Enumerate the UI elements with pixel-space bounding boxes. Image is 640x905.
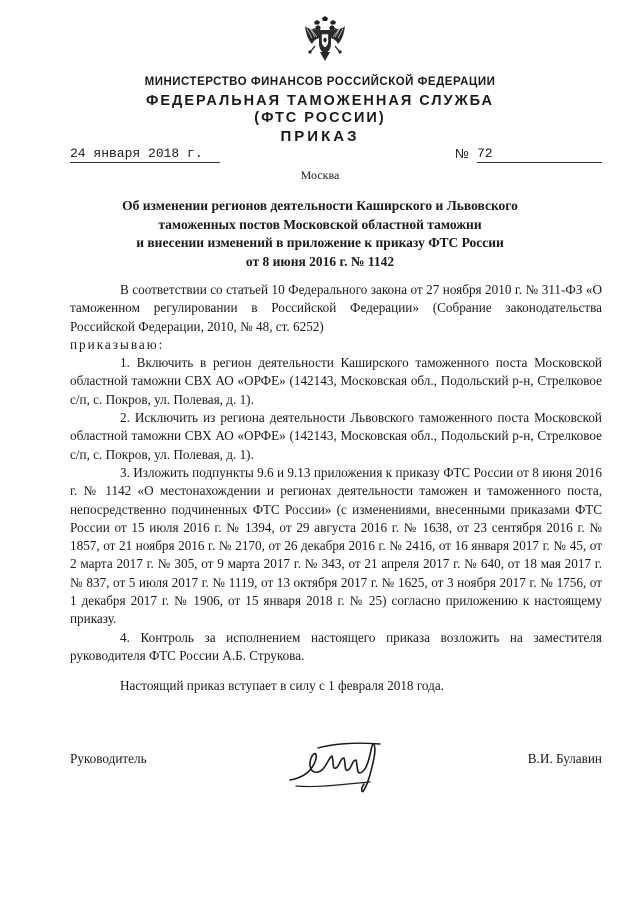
signatory-name: В.И. Булавин [527, 751, 602, 766]
agency-name-line2: (ФТС РОССИИ) [254, 110, 386, 126]
title-line: таможенных постов Московской областной таможни [158, 216, 482, 232]
signatory-title: Руководитель [70, 751, 147, 766]
ministry-name: МИНИСТЕРСТВО ФИНАНСОВ РОССИЙСКОЙ ФЕДЕРАЦИИ [144, 76, 496, 88]
order-item-4: 4. Контроль за исполнением настоящего приказа возложить на заместителя руководителя ФТС России А.Б. Струкова. [70, 629, 602, 663]
agency-name [0, 93, 640, 127]
order-item-3: 3. Изложить подпункты 9.6 и 9.13 приложения к приказу ФТС России от 8 июня 2016 г. № 1142 «О местонахождении и регионах деятельности таможен и таможенного поста, непосредственно подчиненных ФТС России» (с изменениями, внесенными приказами ФТС России от 15 июля 2016 г. № 1394, от 29 августа 2016 г. № 1638, от 23 сентября 2016 г. № 1857, от 21 ноября 2016 г. № 2170, от 26 декабря 2016 г. № 2416, от 16 января 2017 г. № 45, от 2 марта 2017 г. № 305, от 9 марта 2017 г. № 343, от 21 апреля 2017 г. № 640, от 18 мая 2017 г. № 837, от 5 июля 2017 г. № 1119, от 13 октября 2017 г. № 1625, от 3 ноября 2017 г. № 1756, от 1 декабря 2017 г. № 1906, от 15 января 2018 г. № 25) согласно приложению к настоящему приказу. [70, 464, 602, 627]
effective-date-paragraph: Настоящий приказ вступает в силу с 1 февраля 2018 года. [120, 678, 444, 693]
order-word: приказываю: [70, 336, 165, 352]
order-body [70, 281, 602, 665]
order-title [90, 197, 550, 271]
signature-icon [288, 728, 398, 798]
order-item-1: 1. Включить в регион деятельности Каширского таможенного поста Московской областной таможни СВХ АО «ОРФЕ» (142143, Московская обл., Подольский р-н, Стрелковое с/п, с. Покров, ул. Полевая, д. 1). [70, 355, 602, 407]
order-number-label: № [455, 146, 469, 161]
document-type: ПРИКАЗ [280, 128, 360, 145]
preamble-paragraph: В соответствии со статьей 10 Федерального закона от 27 ноября 2010 г. № 311-ФЗ «О таможенном регулировании в Российской Федерации» (Собрание законодательства Российской Федерации, 2010, № 48, ст. 6252) [70, 282, 602, 334]
city: Москва [300, 168, 340, 182]
title-line: Об изменении регионов деятельности Каширского и Львовского [122, 198, 518, 213]
order-item-2: 2. Исключить из региона деятельности Львовского таможенного поста Московской областной таможни СВХ АО «ОРФЕ» (142143, Московская обл., Подольский р-н, Стрелковое с/п, с. Покров, ул. Полевая, д. 1). [70, 410, 602, 462]
title-line: и внесении изменений в приложение к приказу ФТС России [136, 235, 504, 250]
title-line: от 8 июня 2016 г. № 1142 [245, 253, 395, 269]
order-date: 24 января 2018 г. [70, 146, 220, 163]
agency-name-line1: ФЕДЕРАЛЬНАЯ ТАМОЖЕННАЯ СЛУЖБА [145, 93, 495, 109]
order-number: 72 [477, 146, 602, 163]
coat-of-arms-icon [303, 16, 347, 62]
